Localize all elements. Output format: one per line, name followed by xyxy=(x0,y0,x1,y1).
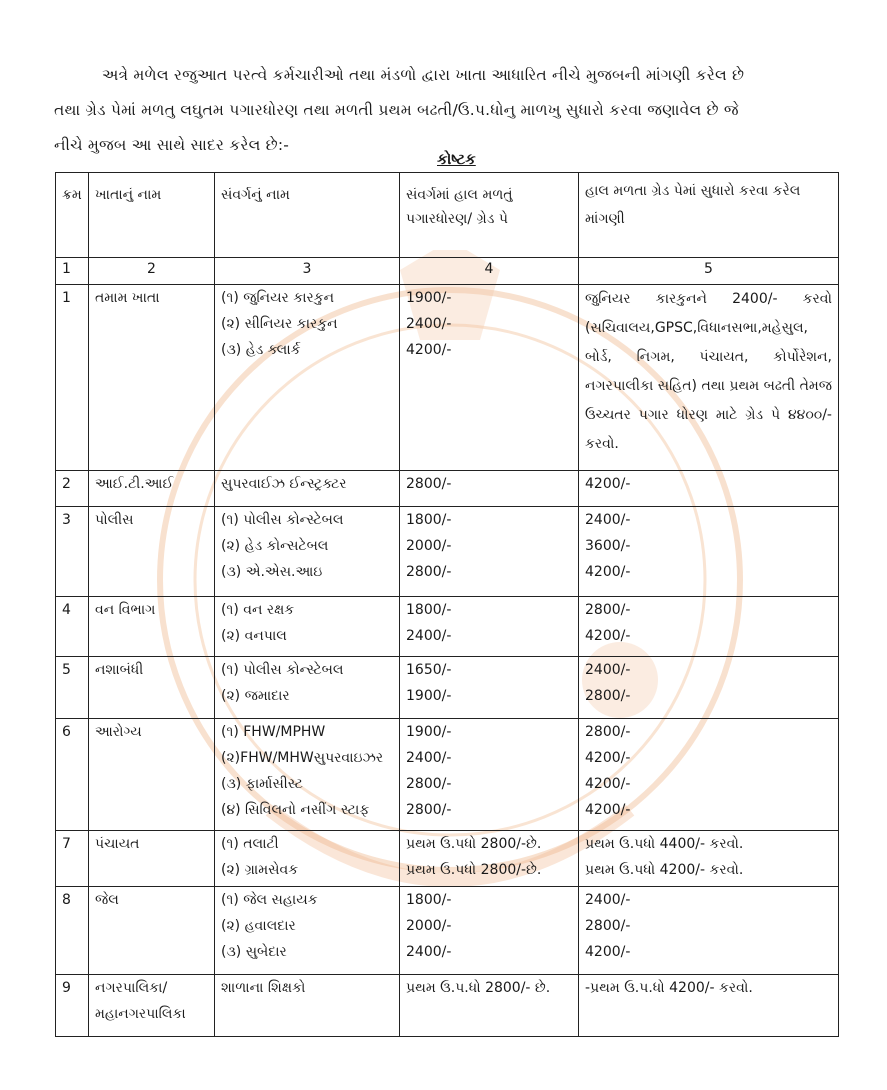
cadre-name: (૨) હેડ કોન્સટેબલ xyxy=(221,538,329,554)
department-cell xyxy=(89,657,215,719)
department-cell xyxy=(89,887,215,975)
column-number: 1 xyxy=(56,258,89,285)
table-row xyxy=(56,887,839,975)
cadre-name: (૨) હવાલદાર xyxy=(221,918,296,934)
demand-value: 2800/- xyxy=(585,602,631,618)
cadre-name: (૨) સીનિયર કારકુન xyxy=(221,316,338,332)
cadre-cell xyxy=(215,887,400,975)
department-name: તમામ ખાતા xyxy=(95,290,160,306)
demand-cell xyxy=(579,657,839,719)
table-row xyxy=(56,285,839,471)
table-row xyxy=(56,831,839,887)
row-serial xyxy=(56,597,89,657)
current-pay-value: 2400/- xyxy=(406,944,452,960)
intro-paragraph xyxy=(54,58,844,163)
demand-value: પ્રથમ ઉ.પધો 4200/- કરવો. xyxy=(585,862,744,878)
table-row xyxy=(56,507,839,597)
cadre-name: (૧) જેલ સહાયક xyxy=(221,892,318,908)
department-name: પંચાયત xyxy=(95,836,140,852)
cadre-name: (૪) સિવિલનો નસીંગ સ્ટાફ xyxy=(221,802,370,818)
current-pay-cell xyxy=(400,719,579,831)
cadre-name: (૧) જુનિયર કારકુન xyxy=(221,290,335,306)
cadre-name: (૧) વન રક્ષક xyxy=(221,602,295,618)
department-name: નશાબંધી xyxy=(95,662,144,678)
department-name: આરોગ્ય xyxy=(95,724,142,740)
cadre-cell xyxy=(215,975,400,1037)
cadre-cell xyxy=(215,657,400,719)
current-pay-value: 4200/- xyxy=(406,342,452,358)
row-serial xyxy=(56,719,89,831)
department-cell xyxy=(89,507,215,597)
header-cadre: સંવર્ગનું નામ xyxy=(215,173,400,258)
table-row xyxy=(56,471,839,507)
serial-number: 5 xyxy=(62,662,71,678)
current-pay-value: 2400/- xyxy=(406,750,452,766)
cadre-name: (૧) તલાટી xyxy=(221,836,279,852)
demand-value: 4200/- xyxy=(585,776,631,792)
demand-cell xyxy=(579,471,839,507)
cadre-name: (૩) હેડ ક્લાર્ક xyxy=(221,342,301,358)
demand-value: 4200/- xyxy=(585,750,631,766)
serial-number: 1 xyxy=(62,290,71,306)
header-department: ખાતાનું નામ xyxy=(89,173,215,258)
column-number-row xyxy=(56,258,839,285)
current-pay-value: 2800/- xyxy=(406,802,452,818)
department-cell xyxy=(89,471,215,507)
demand-value: 4200/- xyxy=(585,476,631,492)
current-pay-value: 2400/- xyxy=(406,628,452,644)
current-pay-value: પ્રથમ ઉ.પધો 2800/-છે. xyxy=(406,862,542,878)
intro-line-2: તથા ગ્રેડ પેમાં મળતુ લઘુતમ પગારધોરણ તથા મળતી પ્રથમ બઢતી/ઉ.પ.ધોનુ માળખુ સુધારો કરવા જણાવેલ છે જે xyxy=(54,101,739,119)
current-pay-cell xyxy=(400,471,579,507)
column-number: 5 xyxy=(579,258,839,285)
demand-text: જુનિયર કારકુનને 2400/- કરવો (સચિવાલય,GPSC,વિધાનસભા,મહેસુલ, બોર્ડ, નિગમ, પંચાયત, કોર્પોરેશન, નગરપાલીકા સહિત) તથા પ્રથમ બઢતી તેમજ ઉચ્ચતર પગાર ધોરણ માટે ગ્રેડ પે ૪૪૦૦/-કરવો. xyxy=(585,291,832,452)
demand-value: 2400/- xyxy=(585,512,631,528)
serial-number: 4 xyxy=(62,602,71,618)
current-pay-value: 2000/- xyxy=(406,918,452,934)
demand-cell xyxy=(579,597,839,657)
cadre-name: (૨) જમાદાર xyxy=(221,688,290,704)
header-row xyxy=(56,173,839,258)
cadre-name: (૧) પોલીસ કોન્સ્ટેબલ xyxy=(221,512,344,528)
current-pay-value: 1800/- xyxy=(406,512,452,528)
current-pay-value: 1800/- xyxy=(406,892,452,908)
department-cell xyxy=(89,597,215,657)
current-pay-value: 1800/- xyxy=(406,602,452,618)
demand-value: 4200/- xyxy=(585,802,631,818)
cadre-name: (૩) એ.એસ.આઇ xyxy=(221,564,323,580)
cadre-name: (૧) FHW/MPHW xyxy=(221,724,326,740)
row-serial xyxy=(56,831,89,887)
current-pay-cell xyxy=(400,597,579,657)
demand-value: -પ્રથમ ઉ.પ.ધો 4200/- કરવો. xyxy=(585,980,753,996)
cadre-cell xyxy=(215,831,400,887)
row-serial xyxy=(56,887,89,975)
current-pay-value: 2800/- xyxy=(406,564,452,580)
cadre-cell xyxy=(215,597,400,657)
department-name: નગરપાલિકા/ xyxy=(95,980,168,996)
column-number: 3 xyxy=(215,258,400,285)
cadre-cell xyxy=(215,719,400,831)
table-row xyxy=(56,975,839,1037)
header-current-pay: સંવર્ગમાં હાલ મળતું પગારધોરણ/ ગ્રેડ પે xyxy=(400,173,579,258)
demand-value: 2800/- xyxy=(585,688,631,704)
current-pay-cell xyxy=(400,831,579,887)
serial-number: 9 xyxy=(62,980,71,996)
cadre-name: સુપરવાઈઝ ઈન્સ્ટ્રક્ટર xyxy=(221,476,347,492)
cadre-cell xyxy=(215,471,400,507)
department-name: જેલ xyxy=(95,892,119,908)
row-serial xyxy=(56,975,89,1037)
row-serial xyxy=(56,657,89,719)
demand-value: 4200/- xyxy=(585,628,631,644)
cadre-cell xyxy=(215,507,400,597)
serial-number: 3 xyxy=(62,512,71,528)
department-name: પોલીસ xyxy=(95,512,134,528)
cadre-name: (૨) વનપાલ xyxy=(221,628,287,644)
cadre-name: શાળાના શિક્ષકો xyxy=(221,980,306,996)
row-serial xyxy=(56,471,89,507)
demand-cell xyxy=(579,719,839,831)
current-pay-value: 1900/- xyxy=(406,688,452,704)
header-serial: ક્રમ xyxy=(56,173,89,258)
demand-value: 2800/- xyxy=(585,724,631,740)
serial-number: 2 xyxy=(62,476,71,492)
current-pay-value: પ્રથમ ઉ.પ.ધો 2800/- છે. xyxy=(406,980,551,996)
intro-line-3: નીચે મુજબ આ સાથે સાદર કરેલ છે:- xyxy=(54,136,290,154)
cadre-name: (૨) ગ્રામસેવક xyxy=(221,862,299,878)
demand-value: પ્રથમ ઉ.પધો 4400/- કરવો. xyxy=(585,836,744,852)
current-pay-value: 2400/- xyxy=(406,316,452,332)
demand-cell xyxy=(579,507,839,597)
demand-value: 2400/- xyxy=(585,892,631,908)
department-cell xyxy=(89,285,215,471)
current-pay-cell xyxy=(400,285,579,471)
current-pay-value: 1650/- xyxy=(406,662,452,678)
current-pay-cell xyxy=(400,975,579,1037)
department-name: આઈ.ટી.આઈ xyxy=(95,476,174,492)
current-pay-cell xyxy=(400,657,579,719)
demand-value: 4200/- xyxy=(585,944,631,960)
cadre-name: (૧) પોલીસ કોન્સ્ટેબલ xyxy=(221,662,344,678)
table-title: કોષ્ટક xyxy=(437,150,476,168)
department-name: મહાનગરપાલિકા xyxy=(95,1006,186,1022)
header-demand: હાલ મળતા ગ્રેડ પેમાં સુધારો કરવા કરેલ માંગણી xyxy=(579,173,839,258)
current-pay-value: 1900/- xyxy=(406,724,452,740)
department-cell xyxy=(89,831,215,887)
intro-line-1: અત્રે મળેલ રજુઆત પરત્વે કર્મચારીઓ તથા મંડળો દ્વારા ખાતા આધારિત નીચે મુજબની માંગણી કરેલ છે xyxy=(102,66,745,84)
demand-cell xyxy=(579,887,839,975)
department-cell xyxy=(89,975,215,1037)
serial-number: 8 xyxy=(62,892,71,908)
demand-cell xyxy=(579,285,839,471)
demand-value: 2400/- xyxy=(585,662,631,678)
column-number: 2 xyxy=(89,258,215,285)
table-row xyxy=(56,597,839,657)
demand-value: 2800/- xyxy=(585,918,631,934)
current-pay-cell xyxy=(400,507,579,597)
current-pay-value: 2800/- xyxy=(406,476,452,492)
current-pay-cell xyxy=(400,887,579,975)
demand-cell xyxy=(579,831,839,887)
demand-value: 4200/- xyxy=(585,564,631,580)
current-pay-value: 2800/- xyxy=(406,776,452,792)
current-pay-value: 2000/- xyxy=(406,538,452,554)
row-serial xyxy=(56,285,89,471)
current-pay-value: પ્રથમ ઉ.પધો 2800/-છે. xyxy=(406,836,542,852)
cadre-name: (૩) સુબેદાર xyxy=(221,944,287,960)
row-serial xyxy=(56,507,89,597)
department-name: વન વિભાગ xyxy=(95,602,156,618)
current-pay-value: 1900/- xyxy=(406,290,452,306)
demand-value: 3600/- xyxy=(585,538,631,554)
serial-number: 7 xyxy=(62,836,71,852)
cadre-name: (૩) ફાર્માસીસ્ટ xyxy=(221,776,303,792)
table-row xyxy=(56,657,839,719)
column-number: 4 xyxy=(400,258,579,285)
cadre-cell xyxy=(215,285,400,471)
table-row xyxy=(56,719,839,831)
cadre-name: (૨)FHW/MHWસુપરવાઇઝર xyxy=(221,750,384,766)
demand-table xyxy=(55,172,839,1037)
department-cell xyxy=(89,719,215,831)
demand-cell xyxy=(579,975,839,1037)
serial-number: 6 xyxy=(62,724,71,740)
